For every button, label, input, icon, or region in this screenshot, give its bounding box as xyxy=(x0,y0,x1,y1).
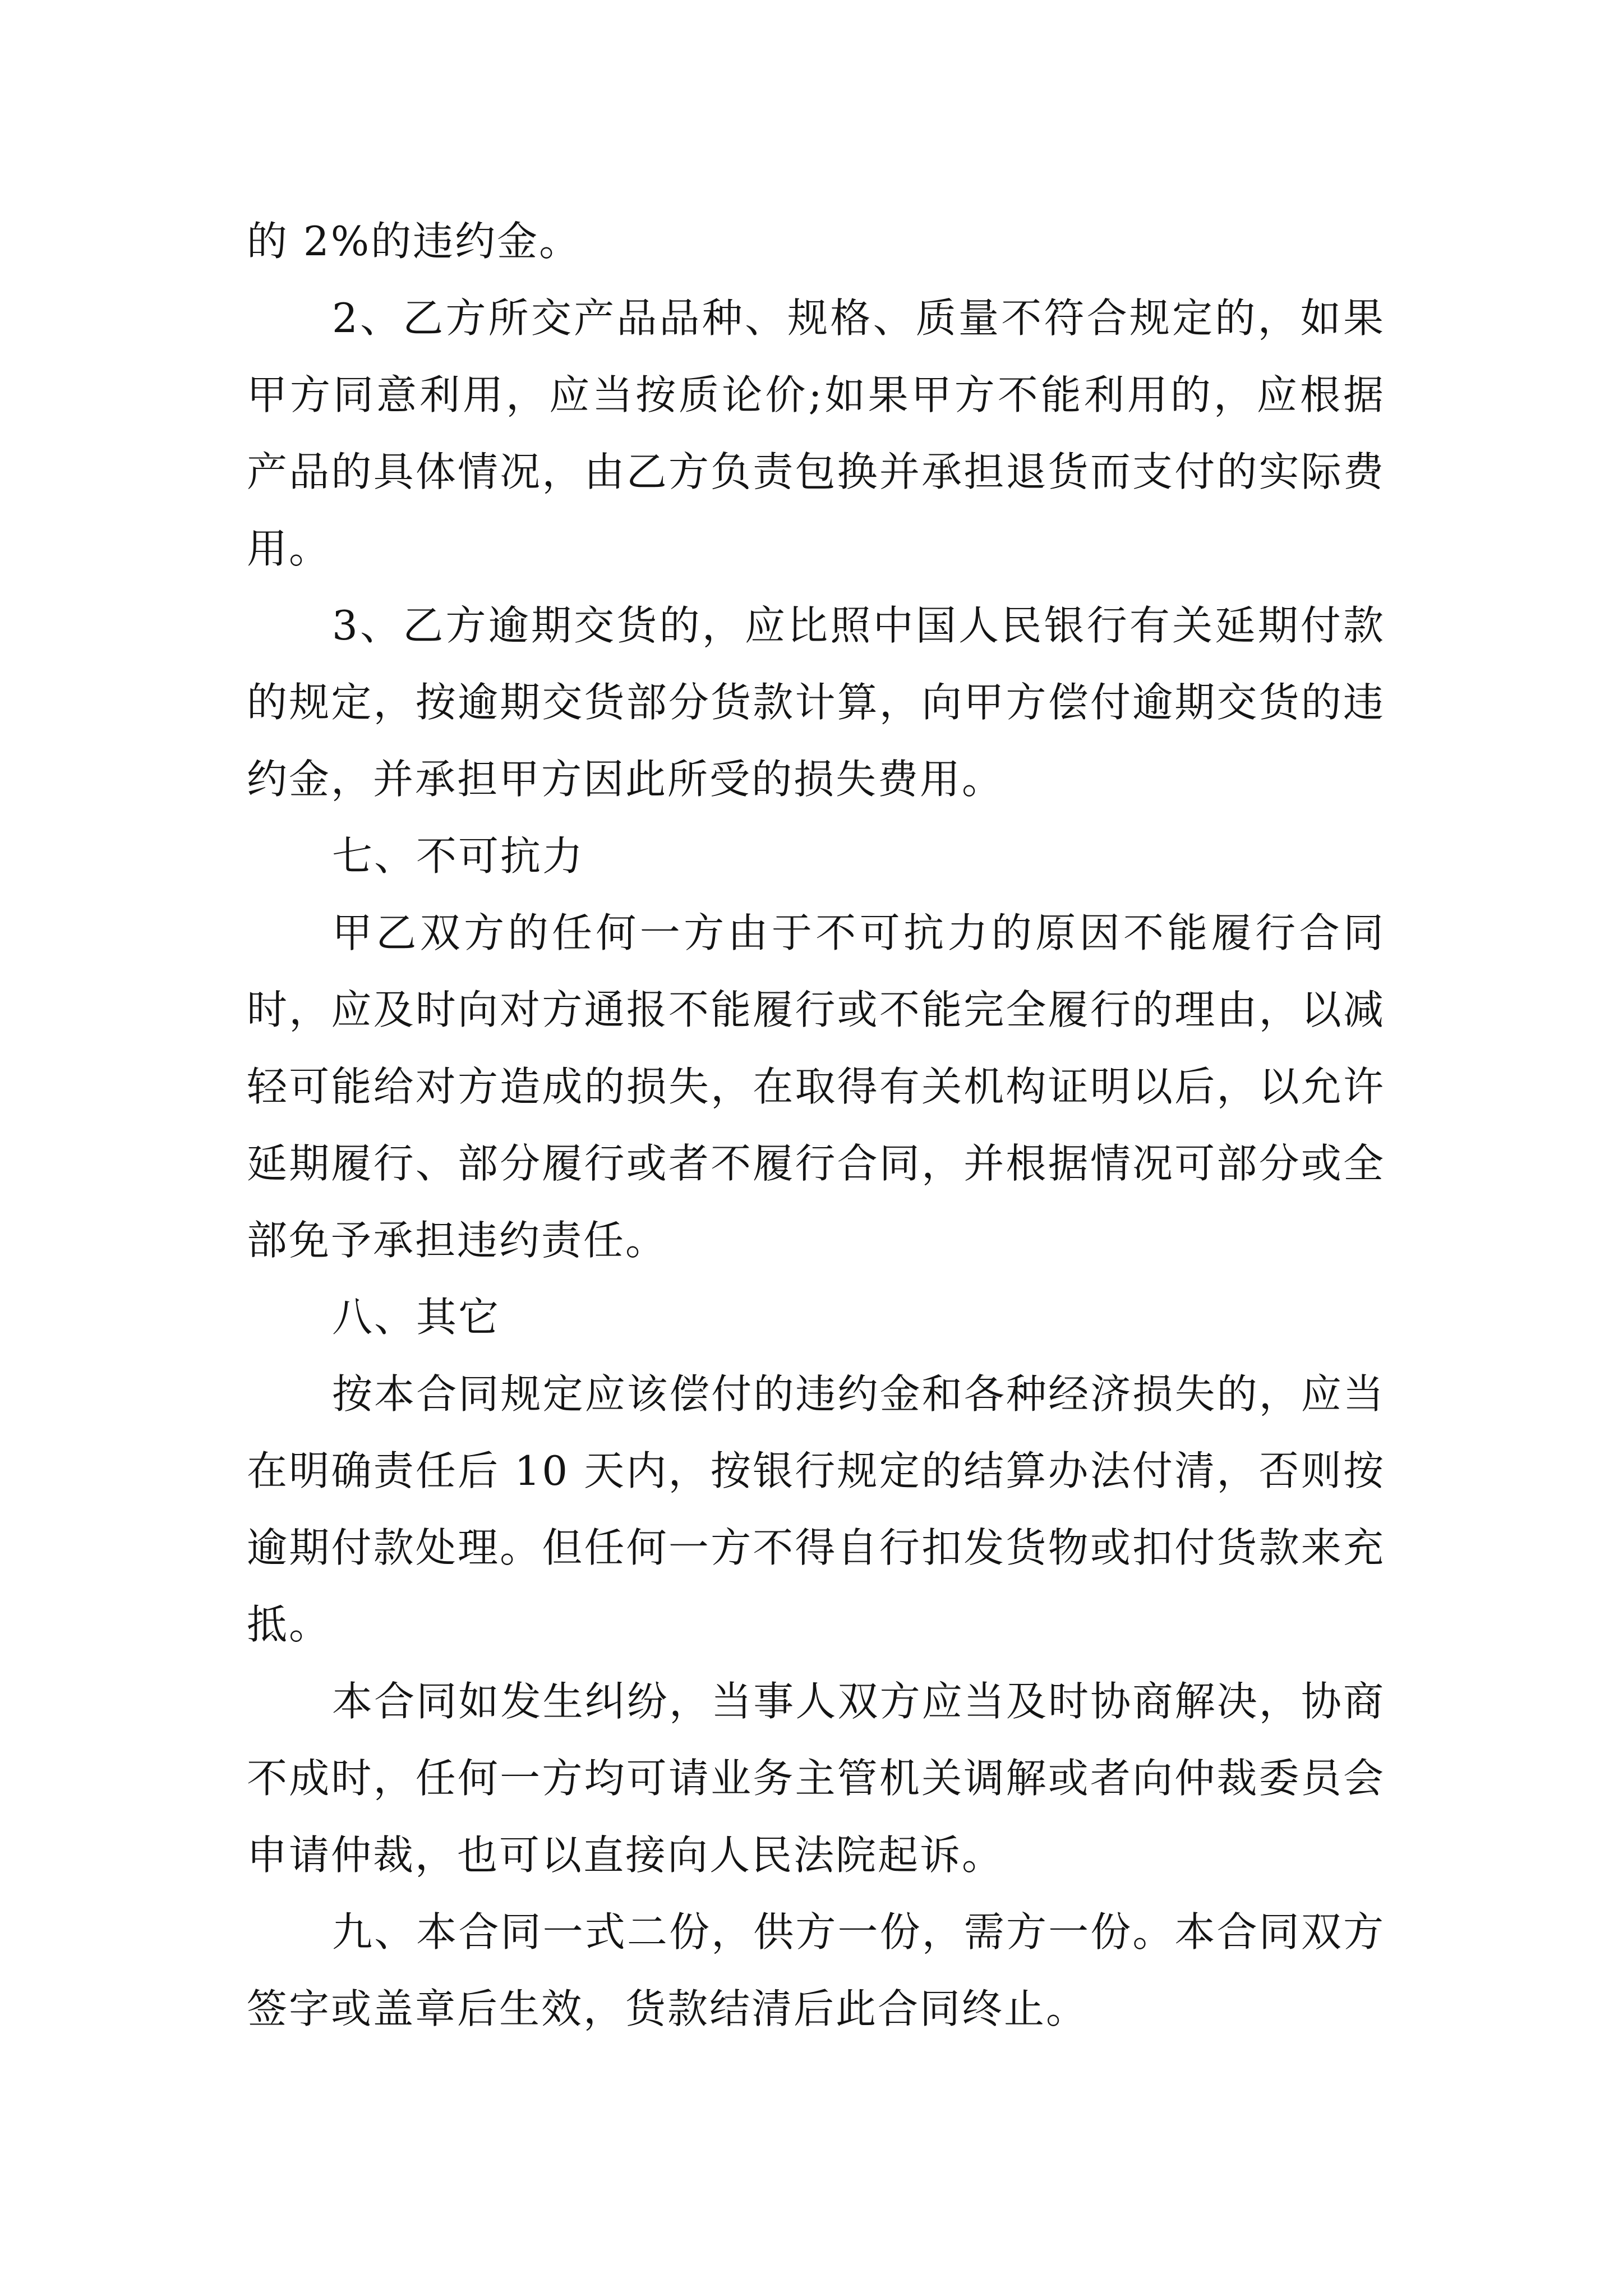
section-heading-force-majeure: 七、不可抗力 xyxy=(332,832,585,880)
paragraph-force-majeure: 甲乙双方的任何一方由于不可抗力的原因不能履行合同时，应及时向对方通报不能履行或不能完全履行的理由，以减轻可能给对方造成的损失，在取得有关机构证明以后，以允许延期履行、部分履行或者不履行合同，并根据情况可部分或全部免予承担违约责任。 xyxy=(247,909,1385,1264)
paragraph-payment-settlement: 按本合同规定应该偿付的违约金和各种经济损失的，应当在明确责任后 10 天内，按银行规定的结算办法付清，否则按逾期付款处理。但任何一方不得自行扣发货物或扣付货款来充抵。 xyxy=(247,1370,1385,1648)
paragraph-penalty-continuation: 的 2%的违约金。 xyxy=(247,218,582,265)
paragraph-clause-9-copies: 九、本合同一式二份，供方一份，需方一份。本合同双方签字或盖章后生效，货款结清后此合同终止。 xyxy=(247,1908,1385,2032)
paragraph-clause-3-late-delivery: 3、乙方逾期交货的，应比照中国人民银行有关延期付款的规定，按逾期交货部分货款计算，向甲方偿付逾期交货的违约金，并承担甲方因此所受的损失费用。 xyxy=(247,602,1385,803)
document-body xyxy=(247,203,1385,2047)
paragraph-dispute-resolution: 本合同如发生纠纷，当事人双方应当及时协商解决，协商不成时，任何一方均可请业务主管机关调解或者向仲裁委员会申请仲裁，也可以直接向人民法院起诉。 xyxy=(247,1678,1385,1879)
section-heading-other: 八、其它 xyxy=(332,1294,501,1341)
paragraph-clause-2-quality: 2、乙方所交产品品种、规格、质量不符合规定的，如果甲方同意利用，应当按质论价;如果甲方不能利用的，应根据产品的具体情况，由乙方负责包换并承担退货而支付的实际费用。 xyxy=(247,295,1385,572)
